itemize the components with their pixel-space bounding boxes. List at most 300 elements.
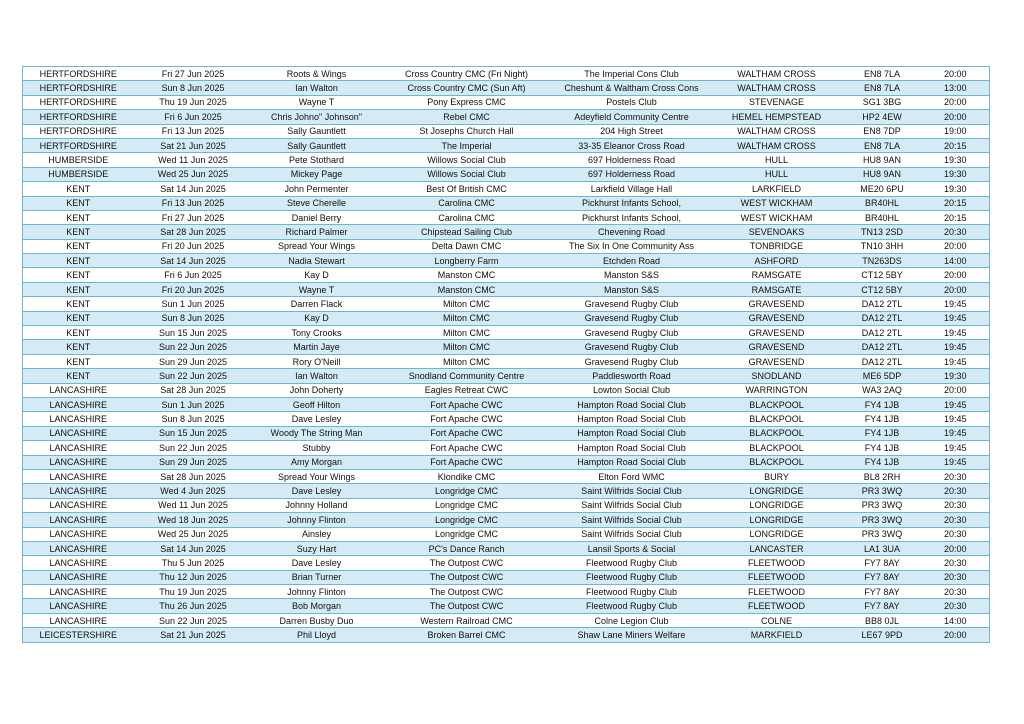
- postcode-cell: ME20 6PU: [843, 182, 922, 196]
- club-cell: Milton CMC: [381, 326, 553, 340]
- time-cell: 20:30: [922, 513, 990, 527]
- artist-cell: Wayne T: [253, 95, 381, 109]
- table-row: [23, 397, 990, 411]
- county-cell: KENT: [23, 311, 134, 325]
- time-cell: 19:45: [922, 426, 990, 440]
- artist-cell: Brian Turner: [253, 570, 381, 584]
- artist-cell: Johnny Flinton: [253, 513, 381, 527]
- time-cell: 20:00: [922, 541, 990, 555]
- table-row: [23, 110, 990, 124]
- postcode-cell: FY4 1JB: [843, 455, 922, 469]
- time-cell: 19:30: [922, 153, 990, 167]
- town-cell: BURY: [711, 469, 843, 483]
- club-cell: Chipstead Sailing Club: [381, 225, 553, 239]
- time-cell: 20:15: [922, 210, 990, 224]
- table-row: [23, 254, 990, 268]
- venue-cell: Pickhurst Infants School,: [553, 196, 711, 210]
- table-row: [23, 225, 990, 239]
- club-cell: Delta Dawn CMC: [381, 239, 553, 253]
- club-cell: Broken Barrel CMC: [381, 628, 553, 642]
- town-cell: LONGRIDGE: [711, 484, 843, 498]
- county-cell: LANCASHIRE: [23, 441, 134, 455]
- venue-cell: Fleetwood Rugby Club: [553, 599, 711, 613]
- postcode-cell: CT12 5BY: [843, 282, 922, 296]
- artist-cell: Bob Morgan: [253, 599, 381, 613]
- postcode-cell: ME6 5DP: [843, 369, 922, 383]
- date-cell: Wed 25 Jun 2025: [134, 167, 253, 181]
- artist-cell: Ian Walton: [253, 81, 381, 95]
- venue-cell: The Imperial Cons Club: [553, 67, 711, 81]
- postcode-cell: PR3 3WQ: [843, 527, 922, 541]
- postcode-cell: FY4 1JB: [843, 426, 922, 440]
- date-cell: Sun 1 Jun 2025: [134, 397, 253, 411]
- artist-cell: Chris Johno" Johnson": [253, 110, 381, 124]
- time-cell: 20:00: [922, 239, 990, 253]
- date-cell: Sun 8 Jun 2025: [134, 311, 253, 325]
- county-cell: LEICESTERSHIRE: [23, 628, 134, 642]
- club-cell: Manston CMC: [381, 268, 553, 282]
- venue-cell: Gravesend Rugby Club: [553, 297, 711, 311]
- table-row: [23, 383, 990, 397]
- county-cell: HUMBERSIDE: [23, 167, 134, 181]
- time-cell: 19:45: [922, 311, 990, 325]
- date-cell: Thu 12 Jun 2025: [134, 570, 253, 584]
- postcode-cell: PR3 3WQ: [843, 498, 922, 512]
- postcode-cell: SG1 3BG: [843, 95, 922, 109]
- table-row: [23, 354, 990, 368]
- date-cell: Fri 20 Jun 2025: [134, 239, 253, 253]
- postcode-cell: DA12 2TL: [843, 297, 922, 311]
- venue-cell: Gravesend Rugby Club: [553, 354, 711, 368]
- club-cell: Pony Express CMC: [381, 95, 553, 109]
- venue-cell: Saint Wilfrids Social Club: [553, 484, 711, 498]
- artist-cell: Nadia Stewart: [253, 254, 381, 268]
- artist-cell: Sally Gauntlett: [253, 138, 381, 152]
- date-cell: Sun 1 Jun 2025: [134, 297, 253, 311]
- date-cell: Thu 5 Jun 2025: [134, 556, 253, 570]
- town-cell: WALTHAM CROSS: [711, 138, 843, 152]
- time-cell: 20:00: [922, 383, 990, 397]
- county-cell: LANCASHIRE: [23, 556, 134, 570]
- venue-cell: Larkfield Village Hall: [553, 182, 711, 196]
- artist-cell: Darren Flack: [253, 297, 381, 311]
- club-cell: Longridge CMC: [381, 513, 553, 527]
- club-cell: Eagles Retreat CWC: [381, 383, 553, 397]
- venue-cell: Gravesend Rugby Club: [553, 340, 711, 354]
- club-cell: PC's Dance Ranch: [381, 541, 553, 555]
- postcode-cell: DA12 2TL: [843, 311, 922, 325]
- venue-cell: Hampton Road Social Club: [553, 426, 711, 440]
- club-cell: Longridge CMC: [381, 484, 553, 498]
- postcode-cell: FY7 8AY: [843, 556, 922, 570]
- venue-cell: Etchden Road: [553, 254, 711, 268]
- artist-cell: Ian Walton: [253, 369, 381, 383]
- venue-cell: Postels Club: [553, 95, 711, 109]
- club-cell: St Josephs Church Hall: [381, 124, 553, 138]
- artist-cell: Kay D: [253, 311, 381, 325]
- club-cell: Cross Country CMC (Fri Night): [381, 67, 553, 81]
- events-table-body: [23, 67, 990, 643]
- venue-cell: Lowton Social Club: [553, 383, 711, 397]
- date-cell: Fri 6 Jun 2025: [134, 268, 253, 282]
- time-cell: 20:30: [922, 585, 990, 599]
- date-cell: Sat 14 Jun 2025: [134, 541, 253, 555]
- county-cell: LANCASHIRE: [23, 599, 134, 613]
- date-cell: Fri 13 Jun 2025: [134, 196, 253, 210]
- table-row: [23, 469, 990, 483]
- venue-cell: Chevening Road: [553, 225, 711, 239]
- venue-cell: Elton Ford WMC: [553, 469, 711, 483]
- town-cell: FLEETWOOD: [711, 556, 843, 570]
- postcode-cell: BR40HL: [843, 196, 922, 210]
- town-cell: BLACKPOOL: [711, 426, 843, 440]
- town-cell: RAMSGATE: [711, 282, 843, 296]
- table-row: [23, 541, 990, 555]
- postcode-cell: FY4 1JB: [843, 397, 922, 411]
- table-row: [23, 268, 990, 282]
- table-row: [23, 138, 990, 152]
- date-cell: Wed 18 Jun 2025: [134, 513, 253, 527]
- date-cell: Sat 28 Jun 2025: [134, 383, 253, 397]
- table-row: [23, 628, 990, 642]
- club-cell: Western Railroad CMC: [381, 613, 553, 627]
- venue-cell: Shaw Lane Miners Welfare: [553, 628, 711, 642]
- town-cell: GRAVESEND: [711, 354, 843, 368]
- club-cell: Snodland Community Centre: [381, 369, 553, 383]
- county-cell: LANCASHIRE: [23, 541, 134, 555]
- date-cell: Fri 13 Jun 2025: [134, 124, 253, 138]
- artist-cell: Roots & Wings: [253, 67, 381, 81]
- date-cell: Sun 29 Jun 2025: [134, 455, 253, 469]
- town-cell: COLNE: [711, 613, 843, 627]
- date-cell: Sun 15 Jun 2025: [134, 426, 253, 440]
- venue-cell: Hampton Road Social Club: [553, 412, 711, 426]
- club-cell: The Outpost CWC: [381, 570, 553, 584]
- artist-cell: Phil Lloyd: [253, 628, 381, 642]
- postcode-cell: FY4 1JB: [843, 412, 922, 426]
- venue-cell: Lansil Sports & Social: [553, 541, 711, 555]
- artist-cell: Rory O'Neill: [253, 354, 381, 368]
- artist-cell: Martin Jaye: [253, 340, 381, 354]
- artist-cell: Spread Your Wings: [253, 239, 381, 253]
- club-cell: Klondike CMC: [381, 469, 553, 483]
- postcode-cell: PR3 3WQ: [843, 484, 922, 498]
- time-cell: 20:00: [922, 628, 990, 642]
- club-cell: Longridge CMC: [381, 498, 553, 512]
- date-cell: Sun 8 Jun 2025: [134, 81, 253, 95]
- table-row: [23, 282, 990, 296]
- county-cell: KENT: [23, 225, 134, 239]
- county-cell: KENT: [23, 369, 134, 383]
- county-cell: KENT: [23, 268, 134, 282]
- county-cell: HERTFORDSHIRE: [23, 81, 134, 95]
- county-cell: HERTFORDSHIRE: [23, 110, 134, 124]
- table-row: [23, 412, 990, 426]
- postcode-cell: FY7 8AY: [843, 599, 922, 613]
- time-cell: 20:30: [922, 527, 990, 541]
- venue-cell: Hampton Road Social Club: [553, 397, 711, 411]
- town-cell: FLEETWOOD: [711, 599, 843, 613]
- postcode-cell: TN13 2SD: [843, 225, 922, 239]
- postcode-cell: HU8 9AN: [843, 153, 922, 167]
- postcode-cell: WA3 2AQ: [843, 383, 922, 397]
- postcode-cell: LA1 3UA: [843, 541, 922, 555]
- postcode-cell: EN8 7LA: [843, 138, 922, 152]
- table-row: [23, 311, 990, 325]
- artist-cell: Tony Crooks: [253, 326, 381, 340]
- artist-cell: Spread Your Wings: [253, 469, 381, 483]
- time-cell: 20:15: [922, 196, 990, 210]
- date-cell: Thu 26 Jun 2025: [134, 599, 253, 613]
- time-cell: 20:30: [922, 498, 990, 512]
- venue-cell: 33-35 Eleanor Cross Road: [553, 138, 711, 152]
- club-cell: Carolina CMC: [381, 210, 553, 224]
- date-cell: Sat 14 Jun 2025: [134, 254, 253, 268]
- artist-cell: John Doherty: [253, 383, 381, 397]
- town-cell: LONGRIDGE: [711, 527, 843, 541]
- table-row: [23, 239, 990, 253]
- county-cell: KENT: [23, 326, 134, 340]
- town-cell: GRAVESEND: [711, 326, 843, 340]
- time-cell: 20:00: [922, 95, 990, 109]
- club-cell: Fort Apache CWC: [381, 397, 553, 411]
- venue-cell: Pickhurst Infants School,: [553, 210, 711, 224]
- town-cell: SNODLAND: [711, 369, 843, 383]
- postcode-cell: HP2 4EW: [843, 110, 922, 124]
- venue-cell: Cheshunt & Waltham Cross Cons: [553, 81, 711, 95]
- county-cell: LANCASHIRE: [23, 397, 134, 411]
- county-cell: HERTFORDSHIRE: [23, 138, 134, 152]
- club-cell: Milton CMC: [381, 340, 553, 354]
- date-cell: Fri 6 Jun 2025: [134, 110, 253, 124]
- venue-cell: Hampton Road Social Club: [553, 441, 711, 455]
- club-cell: The Outpost CWC: [381, 585, 553, 599]
- town-cell: FLEETWOOD: [711, 570, 843, 584]
- venue-cell: Gravesend Rugby Club: [553, 326, 711, 340]
- table-row: [23, 326, 990, 340]
- town-cell: HEMEL HEMPSTEAD: [711, 110, 843, 124]
- date-cell: Sun 29 Jun 2025: [134, 354, 253, 368]
- time-cell: 20:00: [922, 110, 990, 124]
- postcode-cell: BR40HL: [843, 210, 922, 224]
- artist-cell: Daniel Berry: [253, 210, 381, 224]
- artist-cell: Darren Busby Duo: [253, 613, 381, 627]
- club-cell: Milton CMC: [381, 354, 553, 368]
- county-cell: LANCASHIRE: [23, 426, 134, 440]
- artist-cell: Pete Stothard: [253, 153, 381, 167]
- postcode-cell: BB8 0JL: [843, 613, 922, 627]
- county-cell: KENT: [23, 239, 134, 253]
- town-cell: RAMSGATE: [711, 268, 843, 282]
- town-cell: LONGRIDGE: [711, 498, 843, 512]
- artist-cell: Suzy Hart: [253, 541, 381, 555]
- club-cell: Fort Apache CWC: [381, 441, 553, 455]
- club-cell: Cross Country CMC (Sun Aft): [381, 81, 553, 95]
- time-cell: 19:45: [922, 326, 990, 340]
- date-cell: Thu 19 Jun 2025: [134, 585, 253, 599]
- artist-cell: Stubby: [253, 441, 381, 455]
- table-row: [23, 556, 990, 570]
- time-cell: 14:00: [922, 254, 990, 268]
- county-cell: KENT: [23, 340, 134, 354]
- time-cell: 19:45: [922, 455, 990, 469]
- time-cell: 20:00: [922, 268, 990, 282]
- town-cell: BLACKPOOL: [711, 441, 843, 455]
- time-cell: 19:30: [922, 182, 990, 196]
- town-cell: HULL: [711, 167, 843, 181]
- artist-cell: Amy Morgan: [253, 455, 381, 469]
- table-row: [23, 369, 990, 383]
- events-table: [22, 66, 990, 643]
- time-cell: 19:30: [922, 167, 990, 181]
- table-row: [23, 570, 990, 584]
- table-row: [23, 167, 990, 181]
- town-cell: ASHFORD: [711, 254, 843, 268]
- table-row: [23, 498, 990, 512]
- table-row: [23, 153, 990, 167]
- time-cell: 19:00: [922, 124, 990, 138]
- time-cell: 19:45: [922, 397, 990, 411]
- town-cell: BLACKPOOL: [711, 412, 843, 426]
- club-cell: Fort Apache CWC: [381, 412, 553, 426]
- club-cell: The Outpost CWC: [381, 556, 553, 570]
- county-cell: LANCASHIRE: [23, 613, 134, 627]
- time-cell: 19:45: [922, 297, 990, 311]
- postcode-cell: EN8 7LA: [843, 67, 922, 81]
- date-cell: Wed 11 Jun 2025: [134, 153, 253, 167]
- table-row: [23, 95, 990, 109]
- venue-cell: Fleetwood Rugby Club: [553, 556, 711, 570]
- club-cell: Best Of British CMC: [381, 182, 553, 196]
- postcode-cell: BL8 2RH: [843, 469, 922, 483]
- time-cell: 20:30: [922, 556, 990, 570]
- town-cell: LARKFIELD: [711, 182, 843, 196]
- county-cell: KENT: [23, 282, 134, 296]
- table-row: [23, 527, 990, 541]
- date-cell: Sat 14 Jun 2025: [134, 182, 253, 196]
- club-cell: The Imperial: [381, 138, 553, 152]
- venue-cell: Adeyfield Community Centre: [553, 110, 711, 124]
- date-cell: Sat 21 Jun 2025: [134, 628, 253, 642]
- county-cell: HERTFORDSHIRE: [23, 124, 134, 138]
- time-cell: 20:00: [922, 282, 990, 296]
- artist-cell: Steve Cherelle: [253, 196, 381, 210]
- town-cell: LANCASTER: [711, 541, 843, 555]
- venue-cell: Colne Legion Club: [553, 613, 711, 627]
- town-cell: WALTHAM CROSS: [711, 67, 843, 81]
- county-cell: HERTFORDSHIRE: [23, 95, 134, 109]
- venue-cell: The Six In One Community Ass: [553, 239, 711, 253]
- club-cell: Manston CMC: [381, 282, 553, 296]
- table-row: [23, 441, 990, 455]
- club-cell: Fort Apache CWC: [381, 455, 553, 469]
- time-cell: 20:30: [922, 469, 990, 483]
- postcode-cell: LE67 9PD: [843, 628, 922, 642]
- town-cell: STEVENAGE: [711, 95, 843, 109]
- county-cell: KENT: [23, 254, 134, 268]
- county-cell: KENT: [23, 354, 134, 368]
- table-row: [23, 196, 990, 210]
- table-row: [23, 124, 990, 138]
- club-cell: Carolina CMC: [381, 196, 553, 210]
- artist-cell: Richard Palmer: [253, 225, 381, 239]
- table-row: [23, 585, 990, 599]
- table-row: [23, 67, 990, 81]
- county-cell: LANCASHIRE: [23, 585, 134, 599]
- postcode-cell: CT12 5BY: [843, 268, 922, 282]
- time-cell: 20:30: [922, 599, 990, 613]
- county-cell: LANCASHIRE: [23, 469, 134, 483]
- club-cell: Willows Social Club: [381, 153, 553, 167]
- town-cell: FLEETWOOD: [711, 585, 843, 599]
- artist-cell: Wayne T: [253, 282, 381, 296]
- venue-cell: 697 Holderness Road: [553, 167, 711, 181]
- artist-cell: Johnny Flinton: [253, 585, 381, 599]
- time-cell: 13:00: [922, 81, 990, 95]
- artist-cell: Dave Lesley: [253, 484, 381, 498]
- table-row: [23, 599, 990, 613]
- date-cell: Thu 19 Jun 2025: [134, 95, 253, 109]
- date-cell: Wed 4 Jun 2025: [134, 484, 253, 498]
- county-cell: LANCASHIRE: [23, 455, 134, 469]
- time-cell: 14:00: [922, 613, 990, 627]
- artist-cell: Dave Lesley: [253, 556, 381, 570]
- town-cell: WEST WICKHAM: [711, 196, 843, 210]
- artist-cell: Geoff Hilton: [253, 397, 381, 411]
- time-cell: 20:30: [922, 225, 990, 239]
- venue-cell: 204 High Street: [553, 124, 711, 138]
- date-cell: Sun 8 Jun 2025: [134, 412, 253, 426]
- county-cell: LANCASHIRE: [23, 570, 134, 584]
- date-cell: Sat 28 Jun 2025: [134, 225, 253, 239]
- county-cell: HUMBERSIDE: [23, 153, 134, 167]
- table-row: [23, 340, 990, 354]
- club-cell: Fort Apache CWC: [381, 426, 553, 440]
- county-cell: HERTFORDSHIRE: [23, 67, 134, 81]
- town-cell: WARRINGTON: [711, 383, 843, 397]
- county-cell: KENT: [23, 182, 134, 196]
- artist-cell: Johnny Holland: [253, 498, 381, 512]
- town-cell: WEST WICKHAM: [711, 210, 843, 224]
- table-row: [23, 297, 990, 311]
- date-cell: Sun 22 Jun 2025: [134, 441, 253, 455]
- date-cell: Fri 20 Jun 2025: [134, 282, 253, 296]
- table-row: [23, 455, 990, 469]
- postcode-cell: DA12 2TL: [843, 354, 922, 368]
- town-cell: BLACKPOOL: [711, 455, 843, 469]
- postcode-cell: TN263DS: [843, 254, 922, 268]
- club-cell: Longridge CMC: [381, 527, 553, 541]
- artist-cell: John Permenter: [253, 182, 381, 196]
- club-cell: Milton CMC: [381, 297, 553, 311]
- county-cell: KENT: [23, 297, 134, 311]
- county-cell: LANCASHIRE: [23, 513, 134, 527]
- town-cell: SEVENOAKS: [711, 225, 843, 239]
- postcode-cell: FY7 8AY: [843, 570, 922, 584]
- postcode-cell: TN10 3HH: [843, 239, 922, 253]
- postcode-cell: PR3 3WQ: [843, 513, 922, 527]
- postcode-cell: FY4 1JB: [843, 441, 922, 455]
- postcode-cell: HU8 9AN: [843, 167, 922, 181]
- venue-cell: Saint Wilfrids Social Club: [553, 527, 711, 541]
- club-cell: The Outpost CWC: [381, 599, 553, 613]
- county-cell: KENT: [23, 196, 134, 210]
- club-cell: Longberry Farm: [381, 254, 553, 268]
- postcode-cell: FY7 8AY: [843, 585, 922, 599]
- county-cell: LANCASHIRE: [23, 498, 134, 512]
- venue-cell: Gravesend Rugby Club: [553, 311, 711, 325]
- time-cell: 20:30: [922, 570, 990, 584]
